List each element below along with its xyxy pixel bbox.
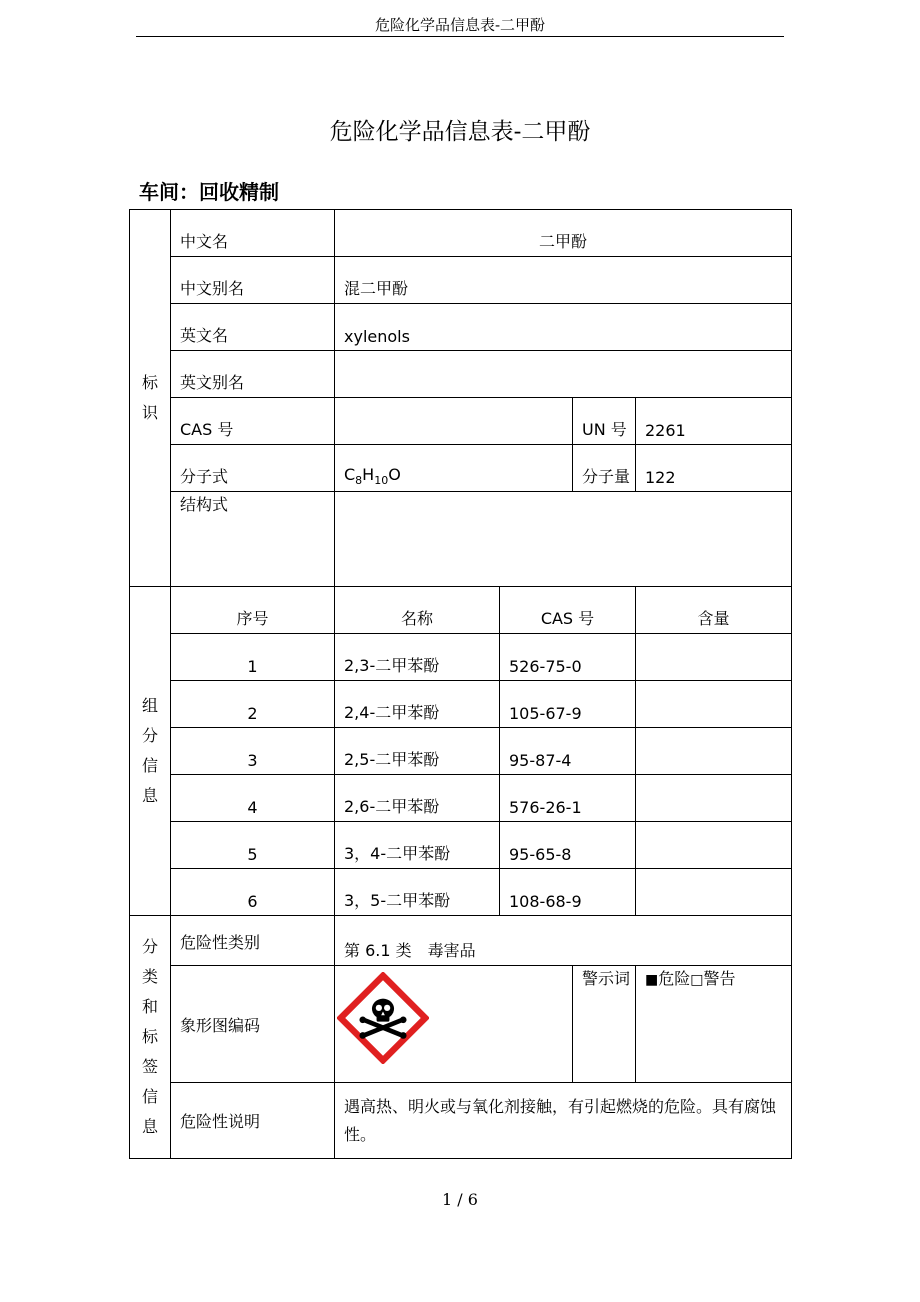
component-name: 2,5-二甲苯酚	[335, 728, 500, 775]
en-name-label: 英文名	[171, 304, 335, 351]
signal-danger: 危险	[658, 969, 691, 988]
structure-value	[335, 492, 792, 587]
component-content	[636, 681, 792, 728]
cas-value	[335, 398, 573, 445]
component-no: 3	[171, 728, 335, 775]
component-no: 5	[171, 822, 335, 869]
header-content: 含量	[636, 587, 792, 634]
component-no: 1	[171, 634, 335, 681]
row-cas-un	[130, 398, 792, 445]
header-rule	[136, 36, 784, 37]
pictogram-cell	[335, 966, 573, 1083]
en-name-value: xylenols	[335, 304, 792, 351]
section-label: 分 类 和 标 签 信 息	[141, 937, 158, 1136]
row-en-name	[130, 304, 792, 351]
page-header: 危险化学品信息表-二甲酚	[374, 16, 546, 34]
component-content	[636, 634, 792, 681]
hazard-statement-value: 遇高热、明火或与氧化剂接触，有引起燃烧的危险。具有腐蚀性。	[335, 1083, 792, 1159]
chemical-info-table	[129, 209, 792, 1159]
unchecked-square-icon: □	[690, 972, 704, 988]
formula-h: H	[362, 464, 375, 484]
component-content	[636, 822, 792, 869]
pictogram-label: 象形图编码	[171, 966, 335, 1083]
cas-label: CAS 号	[171, 398, 335, 445]
section-identification	[130, 210, 171, 587]
cn-name-value: 二甲酚	[335, 210, 792, 257]
component-name: 2,6-二甲苯酚	[335, 775, 500, 822]
hazard-class-label: 危险性类别	[171, 916, 335, 966]
row-en-alias	[130, 351, 792, 398]
row-cn-name	[130, 210, 792, 257]
en-alias-value	[335, 351, 792, 398]
section-label: 标 识	[141, 373, 158, 422]
header-cas: CAS 号	[500, 587, 636, 634]
formula-o: O	[388, 464, 401, 484]
section-classification	[130, 916, 171, 1159]
en-alias-label: 英文别名	[171, 351, 335, 398]
component-no: 2	[171, 681, 335, 728]
row-hazard-class	[130, 916, 792, 966]
header-name: 名称	[335, 587, 500, 634]
row-formula	[130, 445, 792, 492]
signal-word-value	[636, 966, 792, 1083]
component-cas: 526-75-0	[500, 634, 636, 681]
table-row	[130, 775, 792, 822]
component-name: 3，5-二甲苯酚	[335, 869, 500, 916]
signal-warning: 警告	[703, 969, 736, 988]
component-cas: 108-68-9	[500, 869, 636, 916]
component-cas: 576-26-1	[500, 775, 636, 822]
row-structure	[130, 492, 792, 587]
component-no: 4	[171, 775, 335, 822]
signal-word-label: 警示词	[573, 966, 636, 1083]
row-cn-alias	[130, 257, 792, 304]
mw-label: 分子量	[573, 445, 636, 492]
cn-name-label: 中文名	[171, 210, 335, 257]
structure-label: 结构式	[171, 492, 335, 587]
components-header-row	[130, 587, 792, 634]
table-row	[130, 869, 792, 916]
section-components	[130, 587, 171, 916]
component-content	[636, 869, 792, 916]
checked-square-icon: ■	[645, 972, 659, 988]
formula-c: C	[344, 464, 356, 484]
component-no: 6	[171, 869, 335, 916]
table-row	[130, 728, 792, 775]
component-cas: 105-67-9	[500, 681, 636, 728]
skull-crossbones-icon	[337, 972, 429, 1064]
component-content	[636, 728, 792, 775]
workshop-label: 车间：回收精制	[139, 180, 279, 204]
formula-value	[335, 445, 573, 492]
cn-alias-value: 混二甲酚	[335, 257, 792, 304]
component-cas: 95-87-4	[500, 728, 636, 775]
document-title: 危险化学品信息表-二甲酚	[329, 119, 591, 145]
mw-value: 122	[636, 445, 792, 492]
formula-h-sub: 10	[374, 474, 389, 487]
component-content	[636, 775, 792, 822]
un-label: UN 号	[573, 398, 636, 445]
section-label: 组 分 信 息	[141, 696, 158, 805]
cn-alias-label: 中文别名	[171, 257, 335, 304]
header-no: 序号	[171, 587, 335, 634]
formula-label: 分子式	[171, 445, 335, 492]
row-hazard-statement	[130, 1083, 792, 1159]
component-name: 2,3-二甲苯酚	[335, 634, 500, 681]
table-row	[130, 822, 792, 869]
page-number: 1 / 6	[442, 1190, 478, 1209]
component-name: 2,4-二甲苯酚	[335, 681, 500, 728]
component-name: 3，4-二甲苯酚	[335, 822, 500, 869]
un-value: 2261	[636, 398, 792, 445]
hazard-class-value: 第 6.1 类 毒害品	[335, 916, 792, 966]
table-row	[130, 681, 792, 728]
hazard-statement-label: 危险性说明	[171, 1083, 335, 1159]
formula-c-sub: 8	[355, 474, 363, 487]
row-pictogram	[130, 966, 792, 1083]
component-cas: 95-65-8	[500, 822, 636, 869]
table-row	[130, 634, 792, 681]
